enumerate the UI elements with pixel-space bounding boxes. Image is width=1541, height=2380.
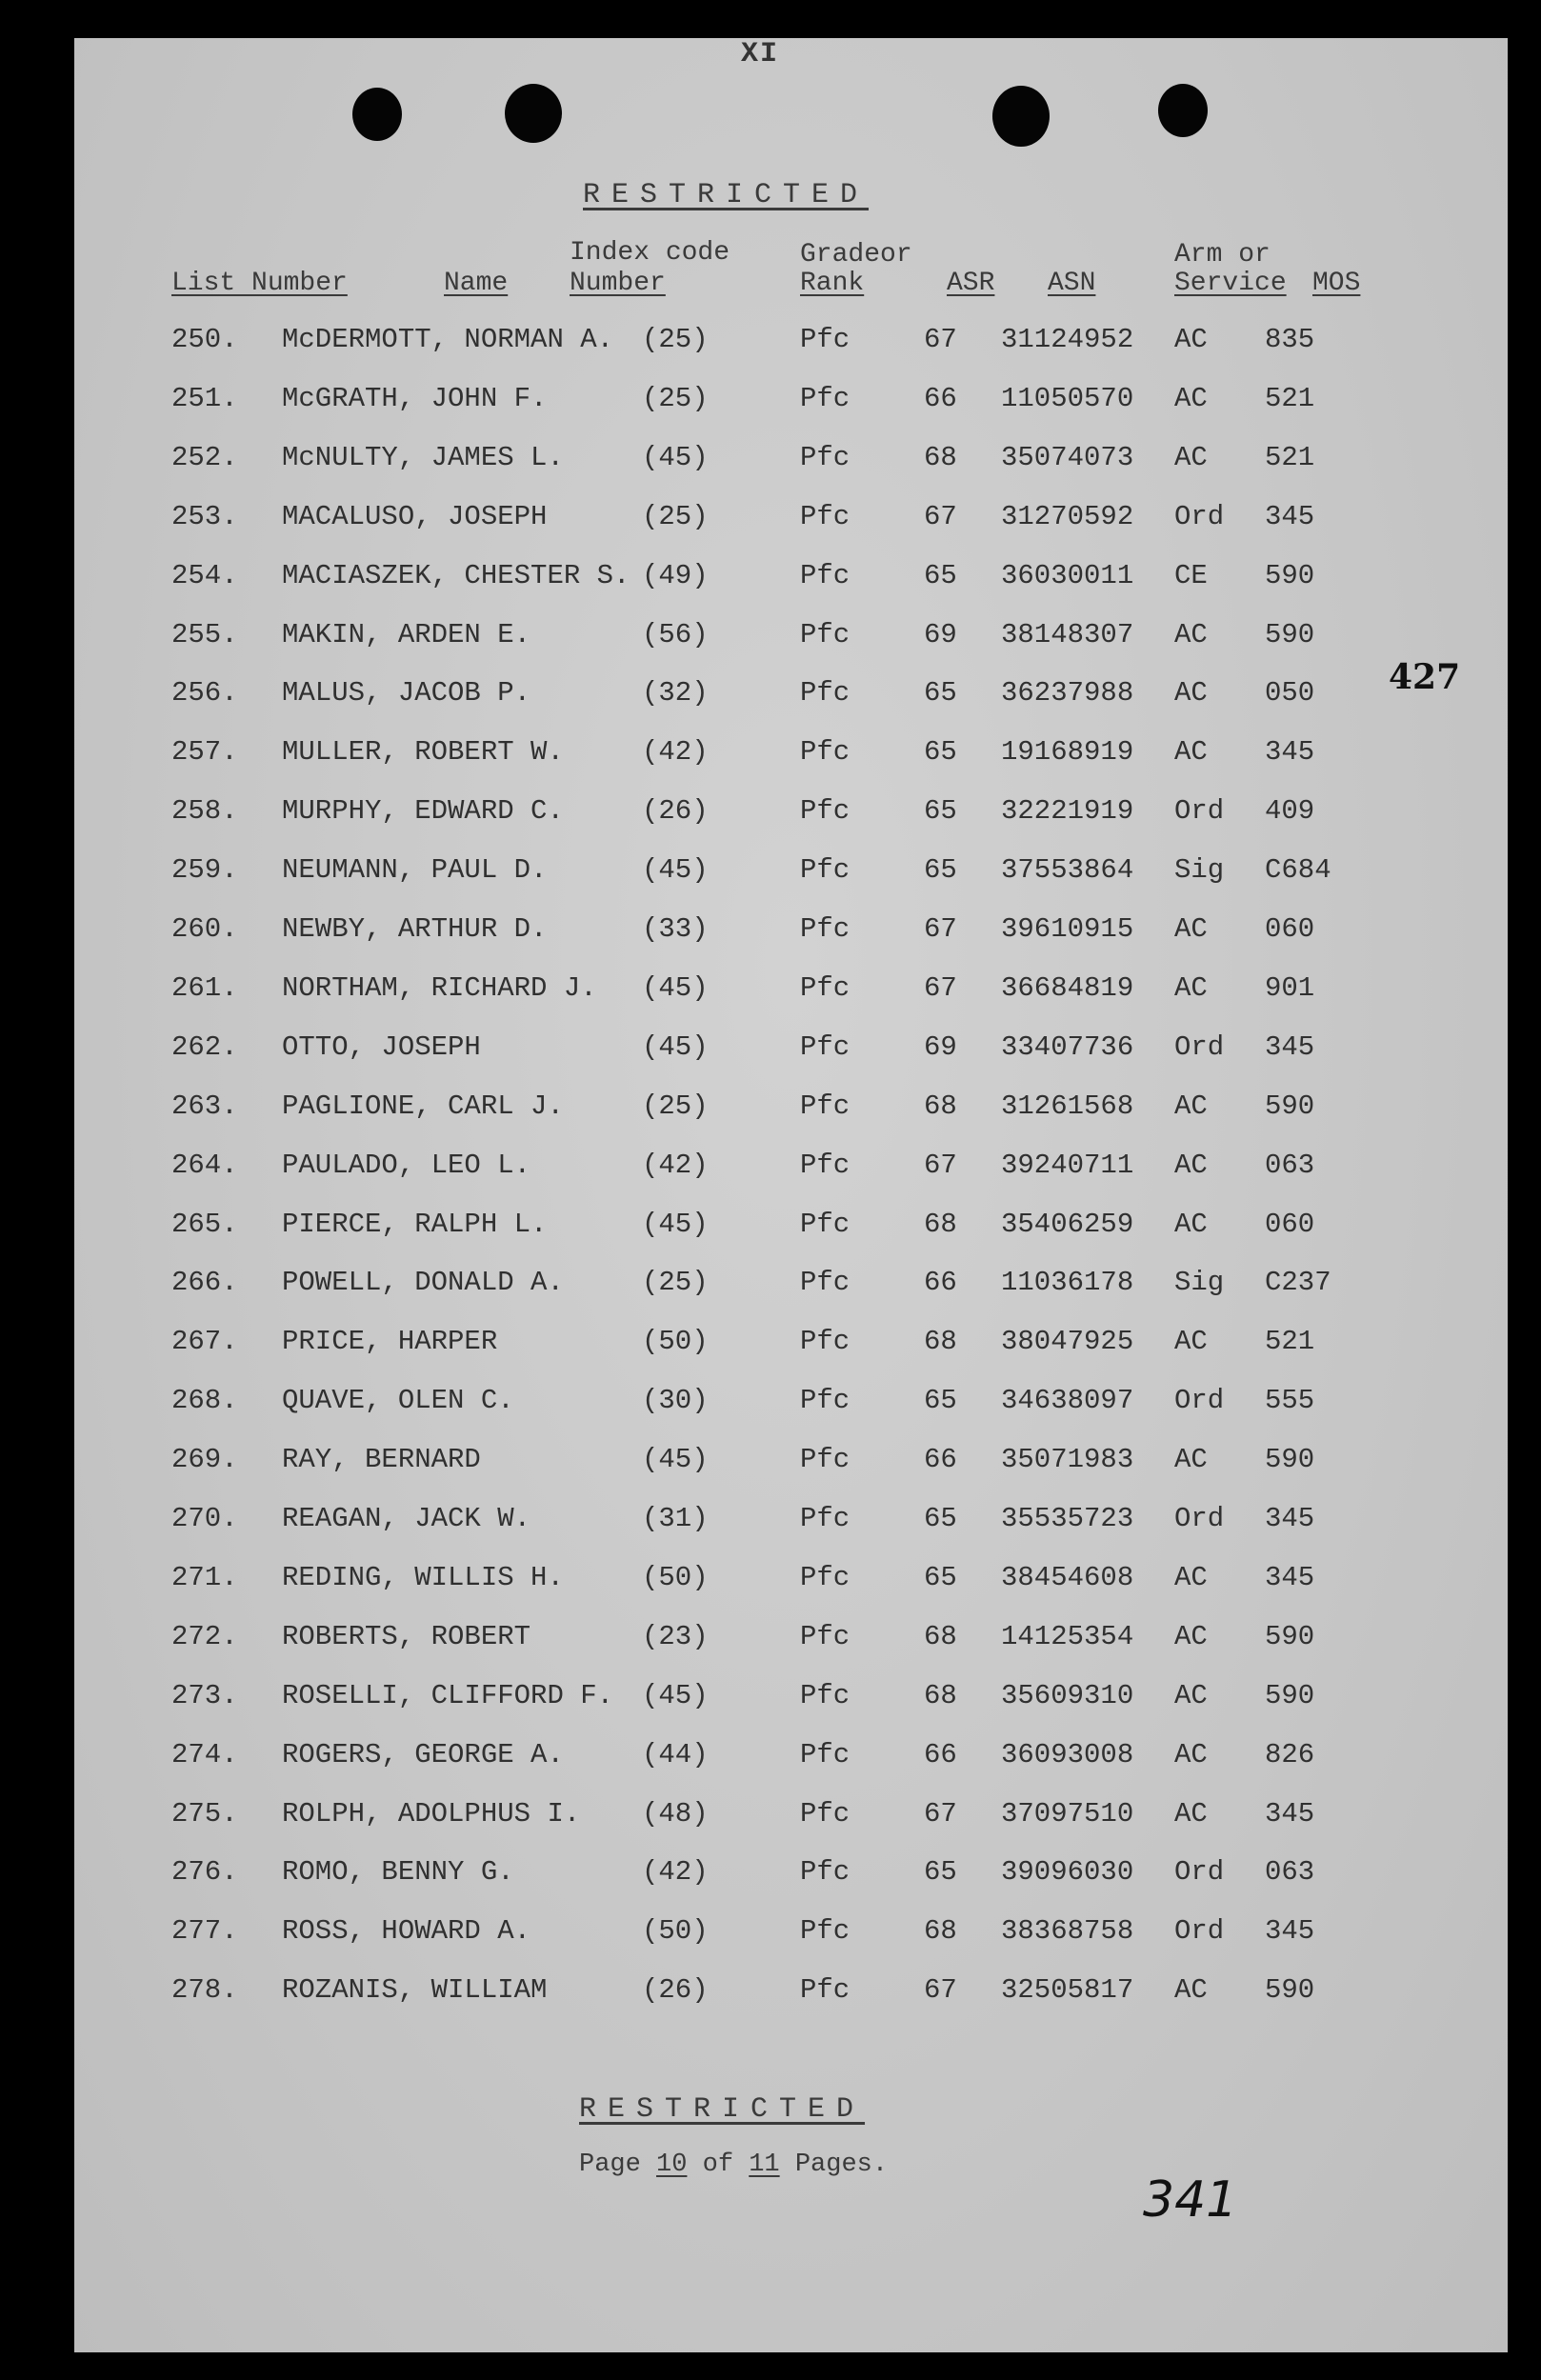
row-asr: 66: [924, 1267, 957, 1299]
row-number: 270.: [171, 1503, 238, 1534]
column-header-index-number: Number: [570, 269, 666, 298]
column-header-asn: ASN: [1048, 269, 1096, 298]
header-title: RESTRICTED: [583, 179, 870, 211]
table-row: [74, 1150, 1508, 1188]
row-number: 278.: [171, 1974, 238, 2007]
table-row: [74, 1562, 1508, 1600]
row-number: 261.: [171, 971, 238, 1004]
row-mos: 345: [1265, 1030, 1315, 1063]
table-row: [74, 619, 1508, 657]
row-asn: 35074073: [1001, 441, 1134, 473]
row-number: 256.: [171, 677, 238, 710]
row-index-code: (26): [642, 795, 709, 828]
table-row: [74, 501, 1508, 539]
row-asr: 67: [924, 913, 957, 945]
row-mos: 826: [1265, 1738, 1315, 1770]
row-number: 267.: [171, 1326, 238, 1358]
row-grade: Pfc: [800, 618, 851, 650]
row-grade: Pfc: [800, 913, 851, 945]
row-asr: 67: [924, 1974, 957, 2007]
row-arm: Ord: [1174, 1856, 1225, 1889]
row-asn: 31124952: [1001, 324, 1134, 355]
row-index-code: (31): [642, 1503, 709, 1534]
row-asn: 35609310: [1001, 1679, 1134, 1711]
row-arm: Ord: [1174, 1915, 1225, 1948]
row-grade: Pfc: [800, 854, 851, 887]
row-name: POWELL, DONALD A.: [282, 1267, 564, 1299]
punch-hole: [352, 88, 402, 141]
row-mos: 345: [1265, 1561, 1315, 1593]
row-asn: 11036178: [1001, 1267, 1134, 1299]
row-arm: AC: [1174, 1149, 1208, 1181]
footer-title: RESTRICTED: [579, 2093, 866, 2126]
row-name: ROLPH, ADOLPHUS I.: [282, 1797, 581, 1830]
page-current: 10: [656, 2150, 688, 2179]
row-mos: 521: [1265, 382, 1315, 414]
row-name: MALUS, JACOB P.: [282, 677, 531, 710]
table-row: [74, 560, 1508, 598]
row-grade: Pfc: [800, 1326, 851, 1358]
row-grade: Pfc: [800, 1679, 851, 1711]
row-asr: 69: [924, 618, 957, 650]
row-arm: AC: [1174, 1444, 1208, 1476]
row-number: 253.: [171, 500, 238, 532]
row-mos: 345: [1265, 500, 1315, 532]
row-name: McGRATH, JOHN F.: [282, 382, 548, 414]
row-mos: 590: [1265, 1679, 1315, 1711]
row-arm: Sig: [1174, 1267, 1225, 1299]
row-number: 252.: [171, 441, 238, 473]
row-index-code: (48): [642, 1797, 709, 1830]
row-index-code: (33): [642, 913, 709, 945]
row-index-code: (45): [642, 1030, 709, 1063]
row-mos: 060: [1265, 1208, 1315, 1240]
row-name: PAULADO, LEO L.: [282, 1149, 531, 1181]
row-grade: Pfc: [800, 1974, 851, 2007]
column-header-asr: ASR: [947, 269, 995, 298]
column-header-rank: Rank: [800, 269, 865, 298]
row-asn: 31270592: [1001, 500, 1134, 532]
page-suffix: Pages.: [794, 2150, 889, 2179]
row-arm: AC: [1174, 1797, 1208, 1830]
page-prefix: Page: [579, 2150, 641, 2179]
row-number: 265.: [171, 1208, 238, 1240]
row-arm: Ord: [1174, 1503, 1225, 1534]
row-arm: AC: [1174, 1208, 1208, 1240]
row-asr: 65: [924, 677, 957, 710]
row-asn: 37097510: [1001, 1797, 1134, 1830]
row-number: 272.: [171, 1620, 238, 1652]
row-asr: 68: [924, 1208, 957, 1240]
row-mos: 050: [1265, 677, 1315, 710]
row-number: 268.: [171, 1385, 238, 1417]
row-grade: Pfc: [800, 1385, 851, 1417]
punch-hole: [1158, 84, 1208, 137]
row-grade: Pfc: [800, 441, 851, 473]
row-number: 257.: [171, 736, 238, 769]
table-row: [74, 1503, 1508, 1541]
row-mos: 345: [1265, 1797, 1315, 1830]
row-grade: Pfc: [800, 559, 851, 591]
row-mos: 345: [1265, 1503, 1315, 1534]
column-header-name: Name: [444, 269, 509, 298]
row-name: PIERCE, RALPH L.: [282, 1208, 548, 1240]
table-row: [74, 1798, 1508, 1836]
row-name: NEWBY, ARTHUR D.: [282, 913, 548, 945]
row-arm: AC: [1174, 913, 1208, 945]
row-asr: 67: [924, 324, 957, 355]
row-asr: 69: [924, 1030, 957, 1063]
row-grade: Pfc: [800, 795, 851, 828]
table-row: [74, 1856, 1508, 1894]
row-number: 269.: [171, 1444, 238, 1476]
row-grade: Pfc: [800, 1090, 851, 1122]
row-index-code: (25): [642, 1267, 709, 1299]
row-name: NEUMANN, PAUL D.: [282, 854, 548, 887]
row-name: QUAVE, OLEN C.: [282, 1385, 514, 1417]
row-mos: C237: [1265, 1267, 1331, 1299]
margin-page-number: 427: [1389, 657, 1461, 697]
row-grade: Pfc: [800, 1620, 851, 1652]
row-arm: AC: [1174, 1974, 1208, 2007]
row-number: 274.: [171, 1738, 238, 1770]
table-row: [74, 1031, 1508, 1070]
row-arm: CE: [1174, 559, 1208, 591]
row-asn: 35406259: [1001, 1208, 1134, 1240]
row-arm: AC: [1174, 1620, 1208, 1652]
row-number: 273.: [171, 1679, 238, 1711]
row-number: 266.: [171, 1267, 238, 1299]
column-header-service: Service: [1174, 269, 1287, 298]
row-name: PAGLIONE, CARL J.: [282, 1090, 564, 1122]
row-arm: AC: [1174, 324, 1208, 355]
row-name: MACIASZEK, CHESTER S.: [282, 559, 630, 591]
row-asn: 11050570: [1001, 382, 1134, 414]
row-index-code: (23): [642, 1620, 709, 1652]
table-row: [74, 854, 1508, 892]
row-number: 263.: [171, 1090, 238, 1122]
row-grade: Pfc: [800, 1208, 851, 1240]
document-page: [74, 38, 1508, 2352]
punch-hole: [992, 86, 1050, 147]
row-mos: 345: [1265, 1915, 1315, 1948]
row-arm: Ord: [1174, 1385, 1225, 1417]
table-row: [74, 1209, 1508, 1247]
row-number: 276.: [171, 1856, 238, 1889]
row-asr: 65: [924, 1385, 957, 1417]
table-row: [74, 1444, 1508, 1482]
column-header-mos: MOS: [1312, 269, 1361, 298]
row-asr: 68: [924, 1090, 957, 1122]
row-name: ROZANIS, WILLIAM: [282, 1974, 548, 2007]
row-asn: 36093008: [1001, 1738, 1134, 1770]
row-asn: 37553864: [1001, 854, 1134, 887]
table-row: [74, 1267, 1508, 1305]
row-mos: 409: [1265, 795, 1315, 828]
row-name: PRICE, HARPER: [282, 1326, 498, 1358]
row-asn: 38368758: [1001, 1915, 1134, 1948]
row-mos: 060: [1265, 913, 1315, 945]
row-number: 264.: [171, 1149, 238, 1181]
row-grade: Pfc: [800, 677, 851, 710]
table-row: [74, 795, 1508, 833]
row-mos: 521: [1265, 441, 1315, 473]
row-asr: 66: [924, 382, 957, 414]
row-index-code: (26): [642, 1974, 709, 2007]
row-grade: Pfc: [800, 971, 851, 1004]
row-arm: Ord: [1174, 1030, 1225, 1063]
row-arm: Ord: [1174, 795, 1225, 828]
row-index-code: (45): [642, 1679, 709, 1711]
row-arm: Ord: [1174, 500, 1225, 532]
row-mos: 521: [1265, 1326, 1315, 1358]
row-asr: 68: [924, 1915, 957, 1948]
row-arm: AC: [1174, 1326, 1208, 1358]
row-name: McNULTY, JAMES L.: [282, 441, 564, 473]
table-row: [74, 1385, 1508, 1423]
row-arm: AC: [1174, 736, 1208, 769]
row-asn: 34638097: [1001, 1385, 1134, 1417]
table-row: [74, 1915, 1508, 1953]
table-row: [74, 1090, 1508, 1129]
row-grade: Pfc: [800, 324, 851, 355]
row-grade: Pfc: [800, 1797, 851, 1830]
row-grade: Pfc: [800, 1856, 851, 1889]
handwritten-number: 341: [1143, 2171, 1238, 2229]
row-asr: 66: [924, 1444, 957, 1476]
row-asr: 67: [924, 971, 957, 1004]
row-grade: Pfc: [800, 500, 851, 532]
row-name: ROGERS, GEORGE A.: [282, 1738, 564, 1770]
column-header-list-number: List Number: [171, 269, 348, 298]
row-asn: 39240711: [1001, 1149, 1134, 1181]
row-arm: AC: [1174, 677, 1208, 710]
row-number: 254.: [171, 559, 238, 591]
top-mark: XI: [741, 38, 780, 70]
row-index-code: (44): [642, 1738, 709, 1770]
row-index-code: (32): [642, 677, 709, 710]
row-grade: Pfc: [800, 382, 851, 414]
row-asn: 38047925: [1001, 1326, 1134, 1358]
row-asr: 68: [924, 1620, 957, 1652]
row-mos: 555: [1265, 1385, 1315, 1417]
row-arm: AC: [1174, 441, 1208, 473]
row-index-code: (42): [642, 1149, 709, 1181]
row-mos: 063: [1265, 1856, 1315, 1889]
row-asr: 66: [924, 1738, 957, 1770]
page-indicator: [579, 2150, 888, 2179]
row-asr: 65: [924, 1856, 957, 1889]
table-row: [74, 677, 1508, 715]
row-index-code: (50): [642, 1915, 709, 1948]
row-arm: AC: [1174, 618, 1208, 650]
row-index-code: (42): [642, 736, 709, 769]
row-asr: 65: [924, 559, 957, 591]
table-row: [74, 1974, 1508, 2012]
row-index-code: (45): [642, 971, 709, 1004]
row-asn: 39610915: [1001, 913, 1134, 945]
row-number: 258.: [171, 795, 238, 828]
row-grade: Pfc: [800, 1915, 851, 1948]
row-name: ROMO, BENNY G.: [282, 1856, 514, 1889]
row-asn: 35071983: [1001, 1444, 1134, 1476]
row-index-code: (45): [642, 1444, 709, 1476]
row-index-code: (42): [642, 1856, 709, 1889]
row-arm: Sig: [1174, 854, 1225, 887]
table-row: [74, 383, 1508, 421]
row-name: McDERMOTT, NORMAN A.: [282, 324, 614, 355]
row-mos: 835: [1265, 324, 1315, 355]
row-number: 262.: [171, 1030, 238, 1063]
table-row: [74, 736, 1508, 774]
row-name: ROSS, HOWARD A.: [282, 1915, 531, 1948]
row-mos: 590: [1265, 1090, 1315, 1122]
row-index-code: (45): [642, 1208, 709, 1240]
row-arm: AC: [1174, 1738, 1208, 1770]
row-index-code: (45): [642, 854, 709, 887]
row-grade: Pfc: [800, 1561, 851, 1593]
page-of: of: [702, 2150, 734, 2179]
row-name: ROBERTS, ROBERT: [282, 1620, 531, 1652]
table-row: [74, 442, 1508, 480]
row-arm: AC: [1174, 971, 1208, 1004]
row-mos: 590: [1265, 618, 1315, 650]
row-mos: 590: [1265, 1620, 1315, 1652]
row-number: 250.: [171, 324, 238, 355]
row-grade: Pfc: [800, 1503, 851, 1534]
page-total: 11: [749, 2150, 780, 2179]
column-header-index-code: Index code: [570, 238, 730, 268]
row-asr: 68: [924, 1326, 957, 1358]
column-header-grade: Gradeor: [800, 240, 912, 270]
row-name: ROSELLI, CLIFFORD F.: [282, 1679, 614, 1711]
row-asr: 67: [924, 1149, 957, 1181]
row-number: 255.: [171, 618, 238, 650]
row-asn: 38148307: [1001, 618, 1134, 650]
row-asn: 19168919: [1001, 736, 1134, 769]
row-number: 259.: [171, 854, 238, 887]
punch-hole: [505, 84, 562, 143]
row-index-code: (25): [642, 324, 709, 355]
row-asn: 38454608: [1001, 1561, 1134, 1593]
row-asr: 65: [924, 795, 957, 828]
row-asr: 65: [924, 736, 957, 769]
table-row: [74, 1739, 1508, 1777]
row-index-code: (50): [642, 1326, 709, 1358]
row-grade: Pfc: [800, 1149, 851, 1181]
row-index-code: (50): [642, 1561, 709, 1593]
table-row: [74, 972, 1508, 1010]
row-asn: 36684819: [1001, 971, 1134, 1004]
row-name: MACALUSO, JOSEPH: [282, 500, 548, 532]
row-mos: 590: [1265, 1974, 1315, 2007]
row-asr: 68: [924, 441, 957, 473]
row-asn: 39096030: [1001, 1856, 1134, 1889]
row-asr: 67: [924, 1797, 957, 1830]
row-number: 275.: [171, 1797, 238, 1830]
row-name: OTTO, JOSEPH: [282, 1030, 481, 1063]
row-index-code: (25): [642, 500, 709, 532]
row-name: RAY, BERNARD: [282, 1444, 481, 1476]
row-grade: Pfc: [800, 1267, 851, 1299]
row-grade: Pfc: [800, 1738, 851, 1770]
row-asn: 31261568: [1001, 1090, 1134, 1122]
row-asr: 68: [924, 1679, 957, 1711]
row-asn: 35535723: [1001, 1503, 1134, 1534]
row-name: MULLER, ROBERT W.: [282, 736, 564, 769]
row-name: REAGAN, JACK W.: [282, 1503, 531, 1534]
row-mos: C684: [1265, 854, 1331, 887]
row-asn: 33407736: [1001, 1030, 1134, 1063]
row-mos: 590: [1265, 559, 1315, 591]
row-asr: 65: [924, 1561, 957, 1593]
row-number: 260.: [171, 913, 238, 945]
row-number: 251.: [171, 382, 238, 414]
row-arm: AC: [1174, 382, 1208, 414]
row-index-code: (30): [642, 1385, 709, 1417]
row-asr: 65: [924, 1503, 957, 1534]
table-row: [74, 324, 1508, 362]
row-grade: Pfc: [800, 736, 851, 769]
row-asr: 67: [924, 500, 957, 532]
row-index-code: (45): [642, 441, 709, 473]
row-name: MURPHY, EDWARD C.: [282, 795, 564, 828]
row-name: NORTHAM, RICHARD J.: [282, 971, 597, 1004]
row-mos: 345: [1265, 736, 1315, 769]
row-grade: Pfc: [800, 1030, 851, 1063]
row-asn: 36030011: [1001, 559, 1134, 591]
row-index-code: (25): [642, 1090, 709, 1122]
row-asn: 32505817: [1001, 1974, 1134, 2007]
row-arm: AC: [1174, 1561, 1208, 1593]
row-asn: 36237988: [1001, 677, 1134, 710]
table-row: [74, 1326, 1508, 1364]
column-header-arm: Arm or: [1174, 240, 1271, 270]
table-row: [74, 1680, 1508, 1718]
table-row: [74, 913, 1508, 951]
row-index-code: (56): [642, 618, 709, 650]
row-asr: 65: [924, 854, 957, 887]
row-index-code: (49): [642, 559, 709, 591]
row-asn: 32221919: [1001, 795, 1134, 828]
row-name: MAKIN, ARDEN E.: [282, 618, 531, 650]
row-name: REDING, WILLIS H.: [282, 1561, 564, 1593]
row-mos: 063: [1265, 1149, 1315, 1181]
row-mos: 901: [1265, 971, 1315, 1004]
row-asn: 14125354: [1001, 1620, 1134, 1652]
row-arm: AC: [1174, 1679, 1208, 1711]
table-row: [74, 1621, 1508, 1659]
row-arm: AC: [1174, 1090, 1208, 1122]
row-index-code: (25): [642, 382, 709, 414]
row-number: 277.: [171, 1915, 238, 1948]
row-mos: 590: [1265, 1444, 1315, 1476]
row-grade: Pfc: [800, 1444, 851, 1476]
row-number: 271.: [171, 1561, 238, 1593]
